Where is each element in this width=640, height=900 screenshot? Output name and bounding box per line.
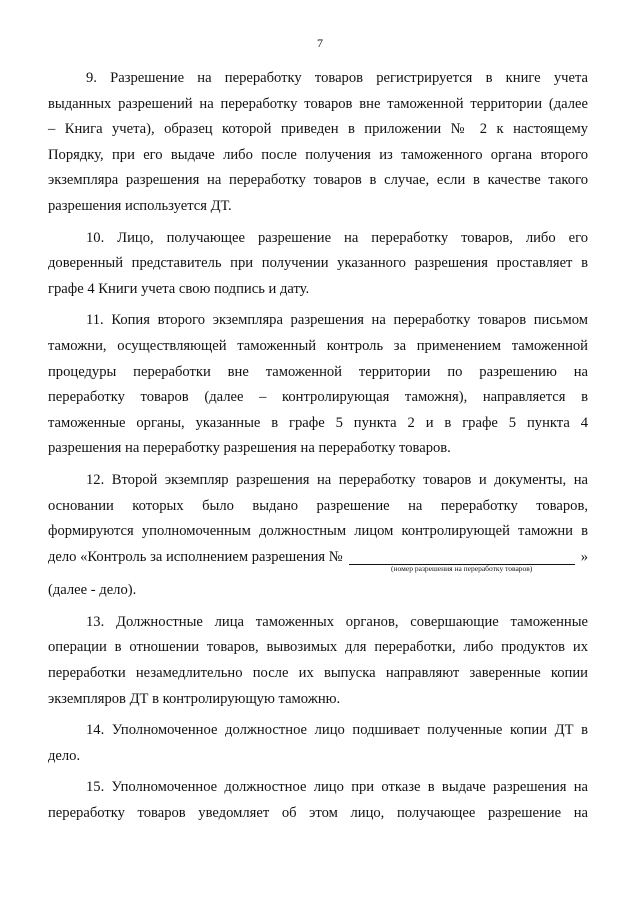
- paragraph-line: Порядку, при его выдаче либо после получения из таможенного органа второго: [48, 146, 588, 163]
- paragraph-line: 13. Должностные лица таможенных органов, совершающие таможенные: [86, 613, 588, 630]
- case-title-prefix: дело «Контроль за исполнением разрешения №: [48, 548, 343, 565]
- paragraph-line: экземпляра разрешения на переработку товаров в случае, если в качестве такого: [48, 172, 588, 189]
- permit-number-hint: (номер разрешения на переработку товаров): [391, 563, 533, 573]
- paragraph-12: [48, 468, 588, 604]
- paragraph-14: [48, 718, 588, 769]
- paragraph-9: [48, 66, 588, 220]
- paragraph-line: разрешения используется ДТ.: [48, 197, 232, 214]
- paragraph-line: (далее - дело).: [48, 582, 137, 599]
- paragraph-line: 9. Разрешение на переработку товаров регистрируется в книге учета: [86, 70, 588, 86]
- permit-number-blank: [349, 545, 575, 573]
- paragraph-line: выданных разрешений на переработку товаров вне таможенной территории (далее: [48, 95, 588, 112]
- paragraph-line: 14. Уполномоченное должностное лицо подшивает полученные копии ДТ в: [86, 722, 588, 739]
- paragraph-line: переработку товаров (далее – контролирующая таможня), направляется в: [48, 389, 588, 406]
- document-body: [48, 66, 588, 827]
- paragraph-line: переработку товаров уведомляет об этом лицо, получающее разрешение на: [48, 805, 588, 822]
- case-title-suffix: »: [580, 548, 588, 565]
- paragraph-11: [48, 308, 588, 462]
- paragraph-line: 15. Уполномоченное должностное лицо при отказе в выдаче разрешения на: [86, 779, 588, 796]
- paragraph-line: таможенные органы, указанные в графе 5 пункта 2 и в графе 5 пункта 4: [48, 414, 588, 431]
- paragraph-13: [48, 610, 588, 712]
- paragraph-line: процедуры переработки вне таможенной территории по разрешению на: [48, 363, 588, 380]
- paragraph-line: переработки незамедлительно после их выпуска направляют заверенные копии: [48, 665, 588, 682]
- page-number: 7: [317, 36, 323, 50]
- paragraph-line: разрешения на переработку разрешения на переработку товаров.: [48, 440, 451, 457]
- paragraph-line: основании которых было выдано разрешение на переработку товаров,: [48, 497, 588, 514]
- paragraph-line: таможни, осуществляющей таможенный контроль за применением таможенной: [48, 337, 588, 354]
- paragraph-line: экземпляров ДТ в контролирующую таможню.: [48, 690, 341, 707]
- paragraph-line: 12. Второй экземпляр разрешения на переработку товаров и документы, на: [86, 471, 588, 488]
- case-title-line: [48, 545, 588, 571]
- paragraph-10: [48, 226, 588, 303]
- paragraph-line: дело.: [48, 747, 81, 764]
- paragraph-line: 10. Лицо, получающее разрешение на переработку товаров, либо его: [86, 229, 588, 246]
- paragraph-line: операции в отношении товаров, вывозимых для переработки, либо продуктов их: [48, 639, 588, 656]
- paragraph-line: доверенный представитель при получении указанного разрешения проставляет в: [48, 255, 588, 272]
- paragraph-line: графе 4 Книги учета свою подпись и дату.: [48, 280, 310, 297]
- paragraph-line: формируются уполномоченным должностным лицом контролирующей таможни в: [48, 523, 588, 540]
- paragraph-15: [48, 775, 588, 826]
- paragraph-line: 11. Копия второго экземпляра разрешения на переработку товаров письмом: [86, 312, 588, 329]
- paragraph-line: – Книга учета), образец которой приведен в приложении № 2 к настоящему: [48, 121, 588, 138]
